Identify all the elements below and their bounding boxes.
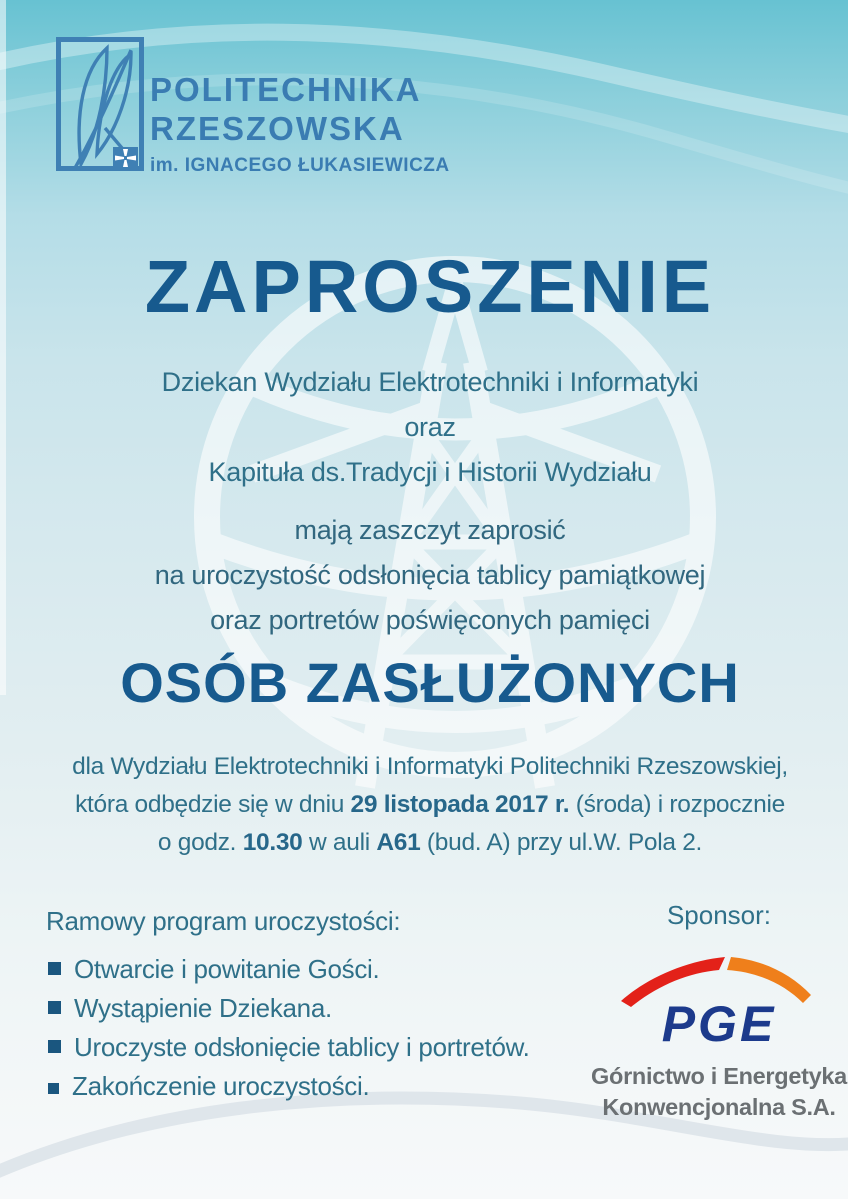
sponsor-company-line1: Górnictwo i Energetyka (591, 1063, 847, 1089)
event-date: 29 listopada 2017 r. (350, 791, 570, 818)
intro-block (14, 508, 846, 643)
details-line (14, 786, 846, 824)
details-text: w auli (302, 829, 377, 856)
bullet-square-icon (48, 1083, 59, 1094)
bullet-square-icon (48, 962, 61, 975)
organizer-conjunction: oraz (404, 412, 456, 442)
brand-patron-line: im. IGNACEGO ŁUKASIEWICZA (150, 155, 450, 176)
program-item-label: Wystąpienie Dziekana. (74, 993, 332, 1023)
program-item-label: Otwarcie i powitanie Gości. (74, 954, 380, 984)
details-line (14, 748, 846, 786)
program-item (46, 952, 530, 986)
program-heading: Ramowy program uroczystości: (46, 906, 401, 936)
details-text: (środa) i rozpocznie (569, 791, 785, 818)
pge-wordmark: PGE (661, 996, 777, 1047)
program-block (46, 904, 530, 1108)
politechnika-rzeszowska-crest-icon (55, 36, 145, 172)
brand-block (150, 70, 450, 177)
program-item-label: Uroczyste odsłonięcie tablicy i portretów. (74, 1032, 530, 1062)
intro-line: mają zaszczyt zaprosić (294, 515, 566, 545)
details-text: dla Wydziału Elektrotechniki i Informatyki Politechniki Rzeszowskiej, (72, 753, 788, 780)
intro-line: oraz portretów poświęconych pamięci (210, 605, 650, 635)
honorees-heading: OSÓB ZASŁUŻONYCH (120, 651, 740, 714)
pge-logo-icon (613, 947, 825, 1047)
event-room: A61 (376, 829, 421, 856)
event-time: 10.30 (242, 829, 303, 856)
brand-name-line2: RZESZOWSKA (150, 110, 405, 147)
bullet-square-icon (48, 1040, 61, 1053)
program-item (46, 1030, 530, 1064)
sponsor-label: Sponsor: (666, 900, 772, 930)
organizer-line: Dziekan Wydziału Elektrotechniki i Informatyki (161, 367, 699, 397)
details-line (14, 824, 846, 862)
program-item-label: Zakończenie uroczystości. (72, 1071, 370, 1101)
details-text: (bud. A) przy ul.W. Pola 2. (420, 829, 703, 856)
invitation-title: ZAPROSZENIE (144, 245, 716, 328)
program-item (46, 1069, 530, 1103)
event-details (14, 748, 846, 862)
details-text: o godz. (157, 829, 243, 856)
bullet-square-icon (48, 1001, 61, 1014)
program-item (46, 991, 530, 1025)
details-text: która odbędzie się w dniu (75, 791, 351, 818)
sponsor-company-line2: Konwencjonalna S.A. (602, 1094, 836, 1120)
organizers-block (14, 360, 846, 495)
sponsor-block (590, 900, 848, 1123)
left-edge-highlight (0, 0, 6, 695)
organizer-line: Kapituła ds.Tradycji i Historii Wydziału (208, 457, 652, 487)
brand-name-line1: POLITECHNIKA (150, 71, 422, 108)
intro-line: na uroczystość odsłonięcia tablicy pamiątkowej (154, 560, 706, 590)
sponsor-company (591, 1061, 847, 1123)
